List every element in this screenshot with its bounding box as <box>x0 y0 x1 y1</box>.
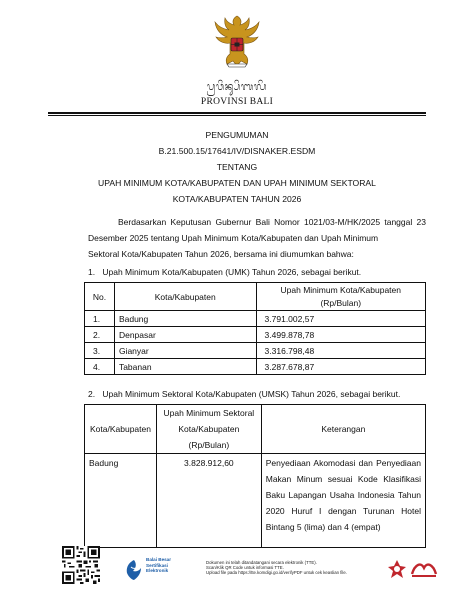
letterhead-divider-thick <box>48 112 426 114</box>
tte-notice <box>206 560 406 576</box>
province-name: PROVINSI BALI <box>200 97 274 107</box>
announcement-subject-line1: UPAH MINIMUM KOTA/KABUPATEN DAN UPAH MINIMUM SEKTORAL <box>98 178 376 188</box>
tte-notice-line3[interactable]: Upload file pada https://tte.komdigi.go.id/verifyPDF untuk cek keaslian file. <box>206 570 347 576</box>
umk-table-header <box>85 283 426 311</box>
umsk-row-regency: Badung <box>85 454 157 548</box>
umk-row-regency: Denpasar <box>114 327 256 343</box>
section2-number: 2. <box>88 389 96 399</box>
umk-row-no: 3. <box>85 343 115 359</box>
intro-paragraph: Berdasarkan Keputusan Gubernur Bali Nomor 1021/03-M/HK/2025 tanggal 23 Desember 2025 tentang Upah Minimum Kota/Kabupaten dan Upah Minimum <box>88 217 426 243</box>
umk-header-value-line2: (Rp/Bulan) <box>320 297 362 308</box>
umsk-header-regency: Kota/Kabupaten <box>85 405 157 454</box>
umsk-header-value-line3: (Rp/Bulan) <box>188 440 230 450</box>
campaign-logo-icon <box>386 558 408 580</box>
umsk-header-notes: Keterangan <box>261 405 425 454</box>
table-row <box>85 454 426 548</box>
announcement-about: TENTANG <box>216 162 258 172</box>
section1-heading <box>88 267 361 278</box>
umk-row-no: 1. <box>85 311 115 327</box>
umsk-table-header <box>85 405 426 454</box>
section2-heading <box>88 389 400 400</box>
section2-title: Upah Minimum Sektoral Kota/Kabupaten (UMSK) Tahun 2026, sebagai berikut. <box>102 389 401 399</box>
section1-number: 1. <box>88 267 96 277</box>
balinese-script-title: ᬧ᭄ᬭᬯᬶᬦ᭄ᬲᬶᬩᬮᬶ <box>206 81 268 93</box>
section1-title: Upah Minimum Kota/Kabupaten (UMK) Tahun 2026, sebagai berikut. <box>102 267 362 277</box>
umk-row-regency: Tabanan <box>114 359 256 375</box>
bsre-logo-icon <box>124 559 144 581</box>
bsre-label <box>146 557 171 574</box>
umsk-row-notes: Penyediaan Akomodasi dan Penyediaan Makan Minum sesuai Kode Klasifikasi Baku Lapangan Usaha Indonesia Tahun 2020 Huruf I dengan Turunan Hotel Bintang 5 (lima) dan 4 (empat) <box>261 454 425 548</box>
letterhead-divider-thin <box>48 115 426 116</box>
umk-header-value-line1: Upah Minimum Kota/Kabupaten <box>280 284 402 295</box>
umk-row-regency: Gianyar <box>114 343 256 359</box>
umk-header-no: No. <box>85 283 115 311</box>
garuda-emblem-icon <box>213 14 261 70</box>
bsre-label-line3: Elektronik <box>146 568 169 573</box>
umsk-row-value: 3.828.912,60 <box>156 454 261 548</box>
umsk-table <box>84 404 426 548</box>
table-row <box>85 343 426 359</box>
umk-header-value <box>256 283 425 311</box>
announcement-number: B.21.500.15/17641/IV/DISNAKER.ESDM <box>158 146 316 156</box>
table-row <box>85 327 426 343</box>
umsk-header-value-line1: Upah Minimum Sektoral <box>163 408 255 418</box>
announcement-subject-line2: KOTA/KABUPATEN TAHUN 2026 <box>172 194 302 204</box>
umk-row-value: 3.499.878,78 <box>256 327 425 343</box>
announcement-title: PENGUMUMAN <box>205 130 269 140</box>
bsre-label-line1: Balai Besar <box>146 557 172 562</box>
tte-notice-line1: Dokumen ini telah ditandatangani secara elektronik (TTE). <box>206 560 317 565</box>
umk-row-value: 3.287.678,87 <box>256 359 425 375</box>
qr-code-icon[interactable] <box>62 546 100 584</box>
table-row <box>85 311 426 327</box>
umsk-header-value-line2: Kota/Kabupaten <box>178 424 240 434</box>
umk-row-no: 4. <box>85 359 115 375</box>
umk-table <box>84 282 426 375</box>
umk-row-value: 3.791.002,57 <box>256 311 425 327</box>
umk-row-no: 2. <box>85 327 115 343</box>
tte-notice-line2: Scan/Klik QR Code untuk informasi TTE. <box>206 565 284 571</box>
bsre-label-line2: Sertifikasi <box>146 562 168 568</box>
umk-header-regency: Kota/Kabupaten <box>114 283 256 311</box>
umk-row-regency: Badung <box>114 311 256 327</box>
umsk-header-value <box>156 405 261 454</box>
table-row <box>85 359 426 375</box>
indonesia-logo-icon <box>409 560 439 580</box>
umk-row-value: 3.316.798,48 <box>256 343 425 359</box>
intro-paragraph-continued: Sektoral Kota/Kabupaten Tahun 2026, bersama ini diumumkan bahwa: <box>88 249 354 259</box>
